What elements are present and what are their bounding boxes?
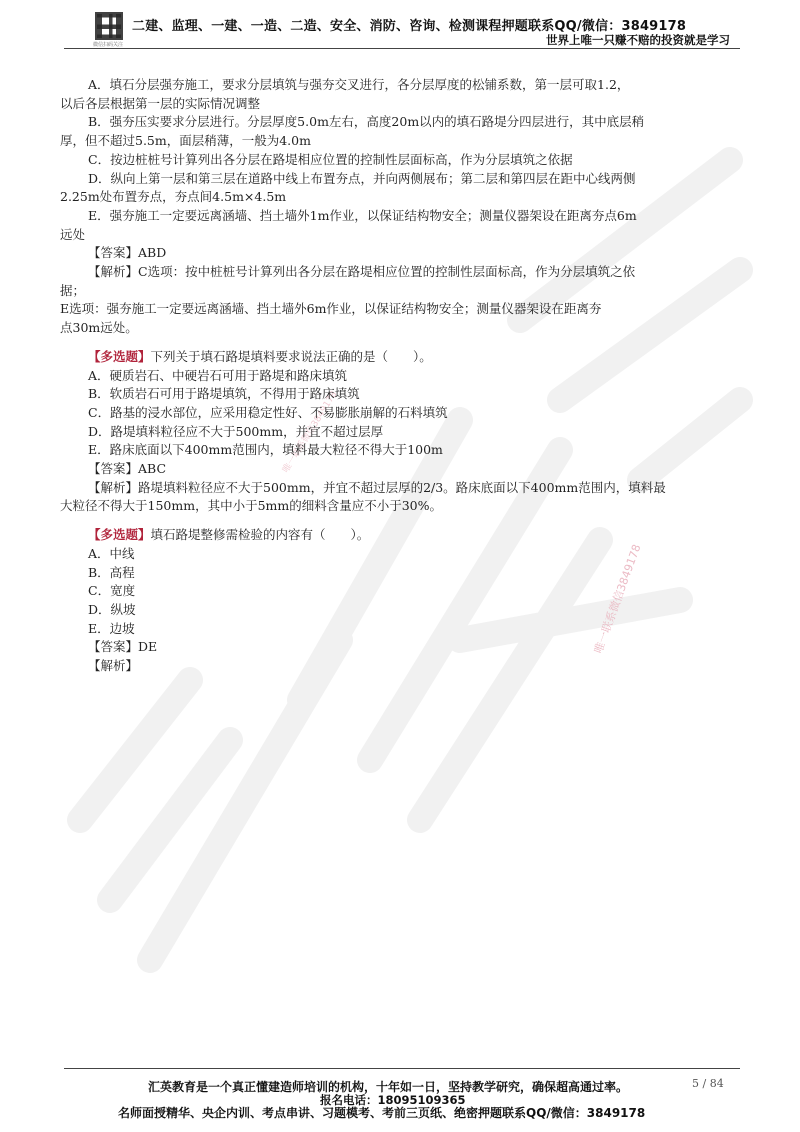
header-slogan: 世界上唯一只赚不赔的投资就是学习 xyxy=(546,33,730,47)
answer: 【答案】DE xyxy=(88,639,158,655)
analysis-line1: 【解析】路堤填料粒径应不大于500mm，并宜不超过层厚的2/3。路床底面以下400mm范围内，填料最 xyxy=(88,479,666,495)
answer: 【答案】ABC xyxy=(88,461,167,477)
option-e-line1: E．强夯施工一定要远离涵墙、挡土墙外1m作业，以保证结构物安全；测量仪器架设在距离夯点6m xyxy=(88,207,637,223)
option-a: A．中线 xyxy=(88,545,135,561)
option-d: D．纵坡 xyxy=(88,601,136,617)
analysis: 【解析】 xyxy=(88,658,139,674)
page-header xyxy=(0,0,800,50)
option-b: B．软质岩石可用于路堤填筑，不得用于路床填筑 xyxy=(88,386,360,402)
qr-code-icon xyxy=(95,12,123,40)
footer-institution-line: 汇英教育是一个真正懂建造师培训的机构，十年如一日，坚持教学研究，确保超高通过率。 xyxy=(148,1080,629,1094)
analysis-line3: E选项：强夯施工一定要远离涵墙、挡土墙外6m作业，以保证结构物安全；测量仪器架设在距离夯 xyxy=(60,301,602,317)
footer-phone: 报名电话：18095109365 xyxy=(320,1093,466,1107)
analysis-line2: 大粒径不得大于150mm，其中小于5mm的细料含量应不小于30%。 xyxy=(60,498,443,514)
main-content xyxy=(60,76,750,676)
analysis-line1: 【解析】C选项：按中桩桩号计算列出各分层在路堤相应位置的控制性层面标高，作为分层填筑之依 xyxy=(88,264,636,280)
analysis-line4: 点30m远处。 xyxy=(60,320,138,336)
question3 xyxy=(60,526,750,676)
option-c: C．按边桩桩号计算列出各分层在路堤相应位置的控制性层面标高，作为分层填筑之依据 xyxy=(88,151,573,167)
option-d: D．路堤填料粒径应不大于500mm，并宜不超过层厚 xyxy=(88,423,384,439)
option-d-line1: D．纵向上第一层和第三层在道路中线上布置夯点，并向两侧展布；第二层和第四层在距中心线两侧 xyxy=(88,170,636,186)
question3-stem: 填石路堤整修需检验的内容有（ ）。 xyxy=(150,527,370,543)
option-b-line2: 厚，但不超过5.5m，面层稍薄，一般为4.0m xyxy=(60,133,311,149)
option-b-line1: B．强夯压实要求分层进行。分层厚度5.0m左右，高度20m以内的填石路堤分四层进行，其中底层稍 xyxy=(88,114,645,130)
footer-divider xyxy=(64,1068,740,1069)
option-d-line2: 2.25m处布置夯点，夯点间4.5m×4.5m xyxy=(60,189,287,205)
question2 xyxy=(60,348,750,516)
option-a: A．硬质岩石、中硬岩石可用于路堤和路床填筑 xyxy=(88,367,348,383)
header-divider xyxy=(64,48,740,49)
question-type-tag: 【多选题】 xyxy=(88,527,151,543)
watermark-text-mid: 唯一联系微信3849178 xyxy=(281,389,340,475)
option-b: B．高程 xyxy=(88,564,135,580)
footer-contact-line: 名师面授精华、央企内训、考点串讲、习题模考、考前三页纸、绝密押题联系QQ/微信：3849178 xyxy=(118,1106,646,1120)
option-a-line1: A．填石分层强夯施工，要求分层填筑与强夯交叉进行，各分层厚度的松铺系数，第一层可取1.2， xyxy=(88,77,630,92)
answer: 【答案】ABD xyxy=(88,245,167,261)
question3-stem-line xyxy=(60,526,750,545)
question2-stem: 下列关于填石路堤填料要求说法正确的是（ ）。 xyxy=(150,348,432,364)
question1-continuation xyxy=(60,76,750,338)
option-c: C．路基的浸水部位，应采用稳定性好、不易膨胀崩解的石料填筑 xyxy=(88,404,448,420)
header-contact-line: 二建、监理、一建、一造、二造、安全、消防、咨询、检测课程押题联系QQ/微信：3849178 xyxy=(132,19,687,34)
analysis-line2: 据； xyxy=(60,282,86,298)
watermark-text-side: 唯一联系微信3849178 xyxy=(591,542,644,656)
option-e: E．边坡 xyxy=(88,620,135,636)
question2-stem-line xyxy=(60,348,750,367)
option-e: E．路床底面以下400mm范围内，填料最大粒径不得大于100m xyxy=(88,442,443,458)
page-number: 5 / 84 xyxy=(692,1077,724,1090)
option-c: C．宽度 xyxy=(88,583,136,599)
option-a-line2: 以后各层根据第一层的实际情况调整 xyxy=(60,95,261,111)
question-type-tag: 【多选题】 xyxy=(88,348,151,364)
option-e-line2: 远处 xyxy=(60,226,86,242)
qr-caption: 微信扫码关注 xyxy=(93,42,124,48)
